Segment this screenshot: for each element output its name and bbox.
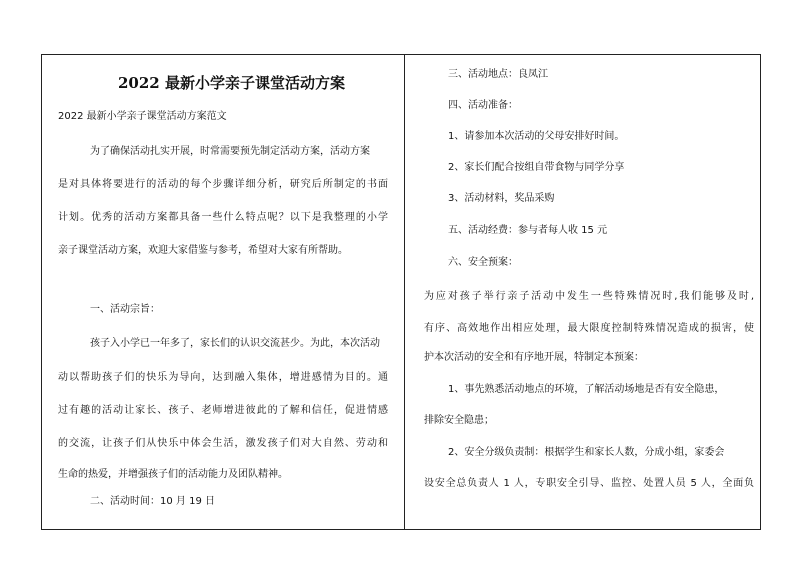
right-line-10: 护本次活动的安全和有序地开展，特制定本预案： — [424, 352, 644, 363]
left-line-2: 是对具体将要进行的活动的每个步骤详细分析，研究后所制定的书面 — [58, 179, 388, 190]
right-line-5: 3、活动材料，奖品采购 — [448, 193, 555, 204]
right-line-8: 为应对孩子举行亲子活动中发生一些特殊情况时,我们能够及时, — [424, 291, 754, 302]
left-line-4: 亲子课堂活动方案，欢迎大家借鉴与参考，希望对大家有所帮助。 — [58, 245, 348, 256]
right-line-3: 1、请参加本次活动的父母安排好时间。 — [448, 131, 625, 142]
left-line-8: 过有趣的活动让家长、孩子、老师增进彼此的了解和信任，促进情感 — [58, 405, 388, 416]
column-divider — [404, 54, 405, 530]
left-section-1-heading: 一、活动宗旨： — [90, 304, 160, 315]
right-line-12: 排除安全隐患； — [424, 415, 494, 426]
left-line-1: 为了确保活动扎实开展，时常需要预先制定活动方案，活动方案 — [90, 146, 370, 157]
right-line-14: 设安全总负责人 1 人，专职安全引导、监控、处置人员 5 人，全面负 — [424, 478, 754, 489]
right-line-9: 有序、高效地作出相应处理，最大限度控制特殊情况造成的损害，使 — [424, 323, 754, 334]
right-line-2: 四、活动准备： — [448, 100, 518, 111]
right-line-7: 六、安全预案： — [448, 257, 518, 268]
left-line-7: 动以帮助孩子们的快乐为导向，达到融入集体，增进感情为目的。通 — [58, 372, 388, 383]
document-subtitle: 2022 最新小学亲子课堂活动方案范文 — [58, 111, 227, 122]
left-line-10: 生命的热爱，并增强孩子们的活动能力及团队精神。 — [58, 469, 288, 480]
left-line-9: 的交流，让孩子们从快乐中体会生活，激发孩子们对大自然、劳动和 — [58, 438, 388, 449]
right-line-4: 2、家长们配合按组自带食物与同学分享 — [448, 162, 625, 173]
right-line-1: 三、活动地点：良凤江 — [448, 69, 548, 80]
right-line-6: 五、活动经费：参与者每人收 15 元 — [448, 225, 608, 236]
left-line-6: 孩子入小学已一年多了，家长们的认识交流甚少。为此，本次活动 — [90, 338, 380, 349]
left-section-2-heading: 二、活动时间：10 月 19 日 — [90, 496, 215, 507]
left-line-3: 计划。优秀的活动方案都具备一些什么特点呢？以下是我整理的小学 — [58, 212, 388, 223]
right-line-11: 1、事先熟悉活动地点的环境，了解活动场地是否有安全隐患， — [448, 384, 725, 395]
right-line-13: 2、安全分级负责制：根据学生和家长人数，分成小组，家委会 — [448, 447, 725, 458]
document-title: 2022 最新小学亲子课堂活动方案 — [118, 74, 345, 92]
